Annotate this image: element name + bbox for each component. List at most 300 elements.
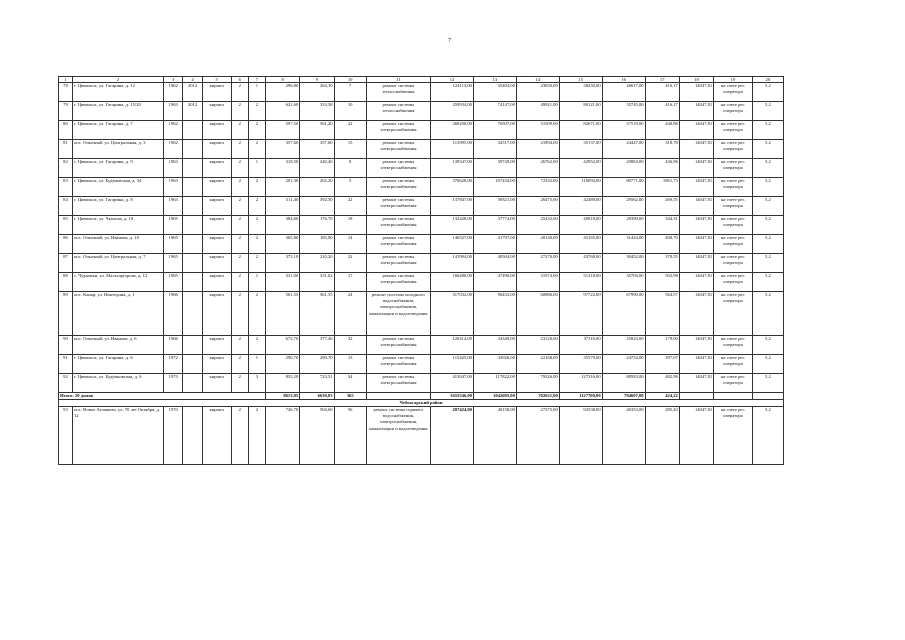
cell-address: с. Чурачики, ул. Мальгаргорова, д. 12 xyxy=(72,273,163,292)
cell-per: 5,2 xyxy=(752,197,783,216)
cell-fl: 2 xyxy=(231,254,248,273)
cell-ent: 2 xyxy=(248,336,265,355)
cell-work: ремонт системы электроснабжения xyxy=(366,355,430,374)
cell-address: г. Цивильск, ул. Будённовская, д. 6 xyxy=(72,374,163,393)
cell-f1: 76507,00 xyxy=(473,121,516,140)
cell-per: 5,2 xyxy=(752,235,783,254)
cell-mat: кирпич xyxy=(202,407,231,465)
cell-a2: 176,70 xyxy=(300,216,334,235)
cell-f3: 80121,00 xyxy=(559,102,602,121)
cell-a2: 377,40 xyxy=(300,336,334,355)
cell-a1: 318,50 xyxy=(265,159,299,178)
cell-f3: 51318,00 xyxy=(559,273,602,292)
column-number-cell: 11 xyxy=(366,77,430,83)
cell-unit: 502,98 xyxy=(645,273,679,292)
cell-address: пос. Конар, ул. Никтедина, д. 1 xyxy=(72,292,163,336)
cell-work: ремонт системы теплоснабжения xyxy=(366,83,430,102)
cell-f3: 42952,00 xyxy=(559,159,602,178)
cell-work: ремонт системы электроснабжения xyxy=(366,374,430,393)
table-row xyxy=(59,178,784,197)
cell-f4: 29562,00 xyxy=(602,197,645,216)
cell-mat: кирпич xyxy=(202,254,231,273)
cell-y2 xyxy=(183,407,202,465)
cell-y2 xyxy=(183,216,202,235)
cell-n: 80 xyxy=(59,121,73,140)
cell-acc: на счете рег. оператора xyxy=(714,336,753,355)
cell-per: 5,2 xyxy=(752,121,783,140)
cell-lim: 14047,81 xyxy=(679,374,713,393)
cell-fl: 2 xyxy=(231,102,248,121)
cell-address: г. Цивильск, ул. Гагарина, д. 15/20 xyxy=(72,102,163,121)
cell-y1: 1970 xyxy=(164,407,183,465)
cell-res: 22 xyxy=(334,197,366,216)
cell-lim: 14047,81 xyxy=(679,140,713,159)
column-number-cell: 4 xyxy=(183,77,202,83)
cell-unit: 378,55 xyxy=(645,254,679,273)
cell-lim: 14047,81 xyxy=(679,273,713,292)
cell-y2 xyxy=(183,140,202,159)
cell-mat: кирпич xyxy=(202,235,231,254)
column-number-cell: 12 xyxy=(431,77,474,83)
cell-n: 93 xyxy=(59,407,73,465)
cell-ent: 2 xyxy=(248,102,265,121)
cell-y2 xyxy=(183,355,202,374)
table-row xyxy=(59,121,784,140)
table-row xyxy=(59,216,784,235)
cell-f3: 35579,00 xyxy=(559,355,602,374)
cell-work: ремонт системы электроснабжения xyxy=(366,235,430,254)
cell-f2: 49921,00 xyxy=(516,102,559,121)
cell-f2: 72332,00 xyxy=(516,178,559,197)
column-number-cell: 14 xyxy=(516,77,559,83)
cell-work: ремонт системы холодного водоснабжения, электроснабжения, канализации и водоотведения xyxy=(366,292,430,336)
cell-res: 10 xyxy=(334,102,366,121)
cell-a1: 384,60 xyxy=(265,216,299,235)
cell-a1: 290,70 xyxy=(265,355,299,374)
cell-fl: 2 xyxy=(231,121,248,140)
cell-f2: 27375,00 xyxy=(516,407,559,465)
cell-f4: 24754,00 xyxy=(602,355,645,374)
cell-f3: 42489,00 xyxy=(559,197,602,216)
cell-unit: 269,55 xyxy=(645,197,679,216)
table-row xyxy=(59,159,784,178)
cell-address: г. Цивильск, ул. Гагарина, д. 8 xyxy=(72,197,163,216)
cell-acc: на счете рег. оператора xyxy=(714,140,753,159)
cell-mat: кирпич xyxy=(202,102,231,121)
total-unit-cost: 424,22 xyxy=(645,393,679,400)
cell-n: 84 xyxy=(59,197,73,216)
cell-per: 5,2 xyxy=(752,159,783,178)
column-number-cell: 6 xyxy=(231,77,248,83)
total-area-2: 6630,03 xyxy=(300,393,334,400)
cell-acc: на счете рег. оператора xyxy=(714,102,753,121)
cell-work: ремонт системы электроснабжения xyxy=(366,178,430,197)
column-number-cell: 7 xyxy=(248,77,265,83)
cell-f3: 43768,00 xyxy=(559,254,602,273)
cell-f1: 34349,00 xyxy=(473,336,516,355)
cell-unit: 179,00 xyxy=(645,336,679,355)
cell-f1: 40504,00 xyxy=(473,254,516,273)
cell-ent: 2 xyxy=(248,407,265,465)
cell-n: 89 xyxy=(59,292,73,336)
cell-y2 xyxy=(183,197,202,216)
cell-a1: 597,50 xyxy=(265,121,299,140)
cell-total: 317032,00 xyxy=(431,292,474,336)
cell-f1: 32926,00 xyxy=(473,355,516,374)
cell-acc: на счете рег. оператора xyxy=(714,197,753,216)
cell-total: 207424,00 xyxy=(431,407,474,465)
cell-per: 5,2 xyxy=(752,83,783,102)
cell-res: 15 xyxy=(334,140,366,159)
cell-n: 91 xyxy=(59,355,73,374)
column-number-cell: 5 xyxy=(202,77,231,83)
column-number-cell: 15 xyxy=(559,77,602,83)
cell-a1: 296,80 xyxy=(265,83,299,102)
cell-a2: 357,60 xyxy=(300,140,334,159)
cell-acc: на счете рег. оператора xyxy=(714,121,753,140)
cell-y2 xyxy=(183,235,202,254)
cell-total: 376628,00 xyxy=(431,178,474,197)
cell-f1: 74147,00 xyxy=(473,102,516,121)
cell-per: 5,2 xyxy=(752,216,783,235)
cell-n: 86 xyxy=(59,235,73,254)
cell-y1: 1972 xyxy=(164,355,183,374)
cell-ent: 1 xyxy=(248,273,265,292)
cell-ent: 2 xyxy=(248,178,265,197)
cell-f3: 127316,00 xyxy=(559,374,602,393)
column-number-cell: 16 xyxy=(602,77,645,83)
column-number-cell: 19 xyxy=(714,77,753,83)
cell-f4: 28399,00 xyxy=(602,216,645,235)
cell-y1: 1962 xyxy=(164,140,183,159)
cell-work: ремонт системы горячего водоснабжения, электроснабжения, канализации и водоотведения xyxy=(366,407,430,465)
cell-unit: 285,43 xyxy=(645,407,679,465)
cell-f1: 37774,00 xyxy=(473,216,516,235)
cell-work: ремонт системы электроснабжения xyxy=(366,254,430,273)
cell-f2: 79326,00 xyxy=(516,374,559,393)
cell-f4: 24447,00 xyxy=(602,140,645,159)
cell-f3: 38250,00 xyxy=(559,83,602,102)
cell-res: 22 xyxy=(334,254,366,273)
section-title: Чебоксарский район xyxy=(59,400,784,407)
cell-f2: 28140,00 xyxy=(516,235,559,254)
cell-res: 13 xyxy=(334,355,366,374)
cell-per: 5,2 xyxy=(752,254,783,273)
cell-acc: на счете рег. оператора xyxy=(714,83,753,102)
cell-mat: кирпич xyxy=(202,83,231,102)
cell-total: 137847,00 xyxy=(431,197,474,216)
cell-address: пос. Опытный, ул. Центральная, д. 3 xyxy=(72,140,163,159)
cell-f2: 23126,00 xyxy=(516,336,559,355)
cell-f2: 25432,00 xyxy=(516,216,559,235)
cell-address: пос. Опытный, ул. Иванова, д. 6 xyxy=(72,336,163,355)
cell-lim: 14047,81 xyxy=(679,355,713,374)
cell-fl: 2 xyxy=(231,273,248,292)
cell-ent: 1 xyxy=(248,83,265,102)
cell-per: 5,2 xyxy=(752,336,783,355)
cell-y1: 1965 xyxy=(164,254,183,273)
section-row xyxy=(59,400,784,407)
cell-acc: на счете рег. оператора xyxy=(714,374,753,393)
cell-a2: 331,02 xyxy=(300,273,334,292)
cell-f3: 116094,00 xyxy=(559,178,602,197)
cell-y2 xyxy=(183,178,202,197)
cell-per: 5,2 xyxy=(752,374,783,393)
cell-fl: 2 xyxy=(231,407,248,465)
cell-y2: 2012 xyxy=(183,83,202,102)
cell-fl: 2 xyxy=(231,216,248,235)
cell-work: ремонт системы электроснабжения xyxy=(366,121,430,140)
cell-a1: 365,80 xyxy=(265,235,299,254)
cell-y2: 2012 xyxy=(183,102,202,121)
cell-a1: 855,20 xyxy=(265,374,299,393)
cell-work: ремонт системы электроснабжения xyxy=(366,273,430,292)
cell-res: 14 xyxy=(334,235,366,254)
table-row xyxy=(59,254,784,273)
cell-f3: 37116,00 xyxy=(559,336,602,355)
cell-address: г. Цивильск, ул. Гагарина, д. 12 xyxy=(72,83,163,102)
cell-f1: 32517,00 xyxy=(473,140,516,159)
cell-a2: 392,50 xyxy=(300,197,334,216)
cell-y1: 1965 xyxy=(164,235,183,254)
cell-y2 xyxy=(183,336,202,355)
cell-lim: 14047,81 xyxy=(679,407,713,465)
cell-fl: 2 xyxy=(231,178,248,197)
cell-ent: 1 xyxy=(248,159,265,178)
cell-res: 32 xyxy=(334,336,366,355)
cell-f4: 31424,00 xyxy=(602,235,645,254)
cell-a2: 504,60 xyxy=(300,407,334,465)
total-empty xyxy=(679,393,713,400)
cell-f2: 23830,00 xyxy=(516,83,559,102)
cell-address: г. Цивильск, ул. Гагарина, д. 6 xyxy=(72,355,163,374)
cell-f1: 39321,00 xyxy=(473,197,516,216)
cell-fl: 2 xyxy=(231,83,248,102)
cell-f2: 26475,00 xyxy=(516,197,559,216)
cell-work: ремонт системы электроснабжения xyxy=(366,216,430,235)
cell-y2 xyxy=(183,292,202,336)
cell-n: 78 xyxy=(59,83,73,102)
cell-y1: 1962 xyxy=(164,83,183,102)
cell-a2: 240,40 xyxy=(300,159,334,178)
cell-address: г. Цивильск, ул. Гагарина, д. 7 xyxy=(72,121,163,140)
cell-res: 8 xyxy=(334,159,366,178)
cell-y1: 1973 xyxy=(164,374,183,393)
cell-lim: 14047,81 xyxy=(679,121,713,140)
cell-y1: 1965 xyxy=(164,216,183,235)
cell-address: г. Цивильск, ул. Будёновская, д. 34 xyxy=(72,178,163,197)
cell-total: 166486,00 xyxy=(431,273,474,292)
cell-fl: 2 xyxy=(231,355,248,374)
cell-per: 5,2 xyxy=(752,102,783,121)
cell-address: пос. Опытный, ул. Центральная, д. 7 xyxy=(72,254,163,273)
cell-ent: 3 xyxy=(248,374,265,393)
cell-f3: 92538,00 xyxy=(559,407,602,465)
cell-y1: 1966 xyxy=(164,336,183,355)
cell-unit: 318,78 xyxy=(645,140,679,159)
table-row xyxy=(59,235,784,254)
cell-lim: 14047,81 xyxy=(679,178,713,197)
cell-per: 5,2 xyxy=(752,178,783,197)
total-empty xyxy=(714,393,753,400)
cell-work: ремонт системы электроснабжения xyxy=(366,197,430,216)
cell-res: 34 xyxy=(334,374,366,393)
cell-n: 79 xyxy=(59,102,73,121)
cell-total: 120414,00 xyxy=(431,336,474,355)
cell-address: пос. Опытный, ул. Иванова, д. 10 xyxy=(72,235,163,254)
cell-lim: 14047,81 xyxy=(679,159,713,178)
cell-address: г. Цивильск, ул. Чкалова, д. 18 xyxy=(72,216,163,235)
cell-a2: 723,51 xyxy=(300,374,334,393)
cell-fl: 2 xyxy=(231,292,248,336)
cell-unit: 397,07 xyxy=(645,355,679,374)
cell-res: 18 xyxy=(334,216,366,235)
column-number-cell: 10 xyxy=(334,77,366,83)
column-number-cell: 8 xyxy=(265,77,299,83)
cell-f4: 80771,00 xyxy=(602,178,645,197)
cell-total: 139347,00 xyxy=(431,159,474,178)
cell-f4: 46353,00 xyxy=(602,407,645,465)
cell-ent: 2 xyxy=(248,197,265,216)
cell-y1: 1965 xyxy=(164,273,183,292)
cell-f2: 31974,00 xyxy=(516,273,559,292)
cell-a1: 561,55 xyxy=(265,292,299,336)
cell-a2: 202,20 xyxy=(300,178,334,197)
cell-fl: 2 xyxy=(231,197,248,216)
capital-repair-register-table xyxy=(58,76,784,465)
cell-total: 413047,00 xyxy=(431,374,474,393)
cell-acc: на счете рег. оператора xyxy=(714,407,753,465)
cell-f4: 57519,00 xyxy=(602,121,645,140)
cell-ent: 2 xyxy=(248,254,265,273)
cell-work: ремонт системы электроснабжения xyxy=(366,140,430,159)
cell-a1: 726,70 xyxy=(265,407,299,465)
cell-unit: 344,31 xyxy=(645,216,679,235)
total-area-1: 8613,05 xyxy=(265,393,299,400)
cell-unit: 416,17 xyxy=(645,83,679,102)
cell-f4: 67990,00 xyxy=(602,292,645,336)
cell-per: 5,2 xyxy=(752,407,783,465)
cell-total: 141994,00 xyxy=(431,254,474,273)
cell-f1: 35404,00 xyxy=(473,83,516,102)
cell-mat: кирпич xyxy=(202,292,231,336)
cell-unit: 436,96 xyxy=(645,159,679,178)
cell-work: ремонт системы электроснабжения xyxy=(366,159,430,178)
cell-lim: 14047,81 xyxy=(679,83,713,102)
cell-f3: 97722,00 xyxy=(559,292,602,336)
cell-mat: кирпич xyxy=(202,336,231,355)
column-number-cell: 2 xyxy=(72,77,163,83)
cell-f1: 40158,00 xyxy=(473,407,516,465)
table-row xyxy=(59,292,784,336)
cell-f2: 26762,00 xyxy=(516,159,559,178)
cell-a1: 511,40 xyxy=(265,197,299,216)
cell-y2 xyxy=(183,273,202,292)
cell-f2: 22168,00 xyxy=(516,355,559,374)
column-number-cell: 13 xyxy=(473,77,516,83)
cell-f3: 45165,00 xyxy=(559,235,602,254)
cell-f4: 35704,00 xyxy=(602,273,645,292)
table-row xyxy=(59,197,784,216)
cell-y1: 1963 xyxy=(164,178,183,197)
cell-a1: 331,00 xyxy=(265,273,299,292)
cell-y1: 1966 xyxy=(164,292,183,336)
cell-res: 7 xyxy=(334,83,366,102)
cell-res: 56 xyxy=(334,407,366,465)
cell-a2: 185,00 xyxy=(300,235,334,254)
cell-n: 88 xyxy=(59,273,73,292)
total-label: Итого: 20 домов xyxy=(59,393,266,400)
table-row xyxy=(59,273,784,292)
total-fund-4: 784607,00 xyxy=(602,393,645,400)
cell-a1: 672,70 xyxy=(265,336,299,355)
cell-mat: кирпич xyxy=(202,178,231,197)
cell-work: ремонт системы электроснабжения xyxy=(366,336,430,355)
cell-a1: 357,60 xyxy=(265,140,299,159)
table-row xyxy=(59,407,784,465)
cell-f1: 117822,00 xyxy=(473,374,516,393)
cell-address: пос. Новое Атлашево, ул. 70 лет Октября, д. 12 xyxy=(72,407,163,465)
table-row xyxy=(59,336,784,355)
cell-f4: 30452,00 xyxy=(602,254,645,273)
column-number-cell: 20 xyxy=(752,77,783,83)
cell-per: 5,2 xyxy=(752,140,783,159)
cell-total: 259934,00 xyxy=(431,102,474,121)
cell-acc: на счете рег. оператора xyxy=(714,355,753,374)
cell-per: 5,2 xyxy=(752,355,783,374)
cell-ent: 2 xyxy=(248,121,265,140)
cell-mat: кирпич xyxy=(202,121,231,140)
total-empty xyxy=(752,393,783,400)
cell-acc: на счете рег. оператора xyxy=(714,178,753,197)
cell-res: 24 xyxy=(334,292,366,336)
cell-a2: 561,55 xyxy=(300,292,334,336)
cell-lim: 14047,81 xyxy=(679,216,713,235)
cell-lim: 14047,81 xyxy=(679,254,713,273)
cell-work: ремонт системы теплоснабжения xyxy=(366,102,430,121)
cell-acc: на счете рег. оператора xyxy=(714,235,753,254)
cell-mat: кирпич xyxy=(202,355,231,374)
cell-acc: на счете рег. оператора xyxy=(714,273,753,292)
cell-total: 268206,00 xyxy=(431,121,474,140)
cell-y1: 1962 xyxy=(164,121,183,140)
cell-f4: 25824,00 xyxy=(602,336,645,355)
cell-f1: 39749,00 xyxy=(473,159,516,178)
cell-acc: на счете рег. оператора xyxy=(714,292,753,336)
cell-res: 5 xyxy=(334,178,366,197)
cell-y1: 1963 xyxy=(164,197,183,216)
cell-mat: кирпич xyxy=(202,374,231,393)
cell-unit: 416,17 xyxy=(645,102,679,121)
cell-n: 81 xyxy=(59,140,73,159)
total-row xyxy=(59,393,784,400)
cell-lim: 14047,81 xyxy=(679,292,713,336)
cell-acc: на счете рег. оператора xyxy=(714,254,753,273)
total-empty xyxy=(366,393,430,400)
cell-res: 22 xyxy=(334,121,366,140)
cell-per: 5,2 xyxy=(752,273,783,292)
cell-ent: 2 xyxy=(248,235,265,254)
cell-mat: кирпич xyxy=(202,197,231,216)
cell-f2: 27270,00 xyxy=(516,254,559,273)
cell-ent: 1 xyxy=(248,355,265,374)
total-fund-1: 1042605,00 xyxy=(473,393,516,400)
cell-a1: 375,10 xyxy=(265,254,299,273)
cell-res: 17 xyxy=(334,273,366,292)
cell-n: 85 xyxy=(59,216,73,235)
cell-acc: на счете рег. оператора xyxy=(714,159,753,178)
cell-a1: 201,30 xyxy=(265,178,299,197)
